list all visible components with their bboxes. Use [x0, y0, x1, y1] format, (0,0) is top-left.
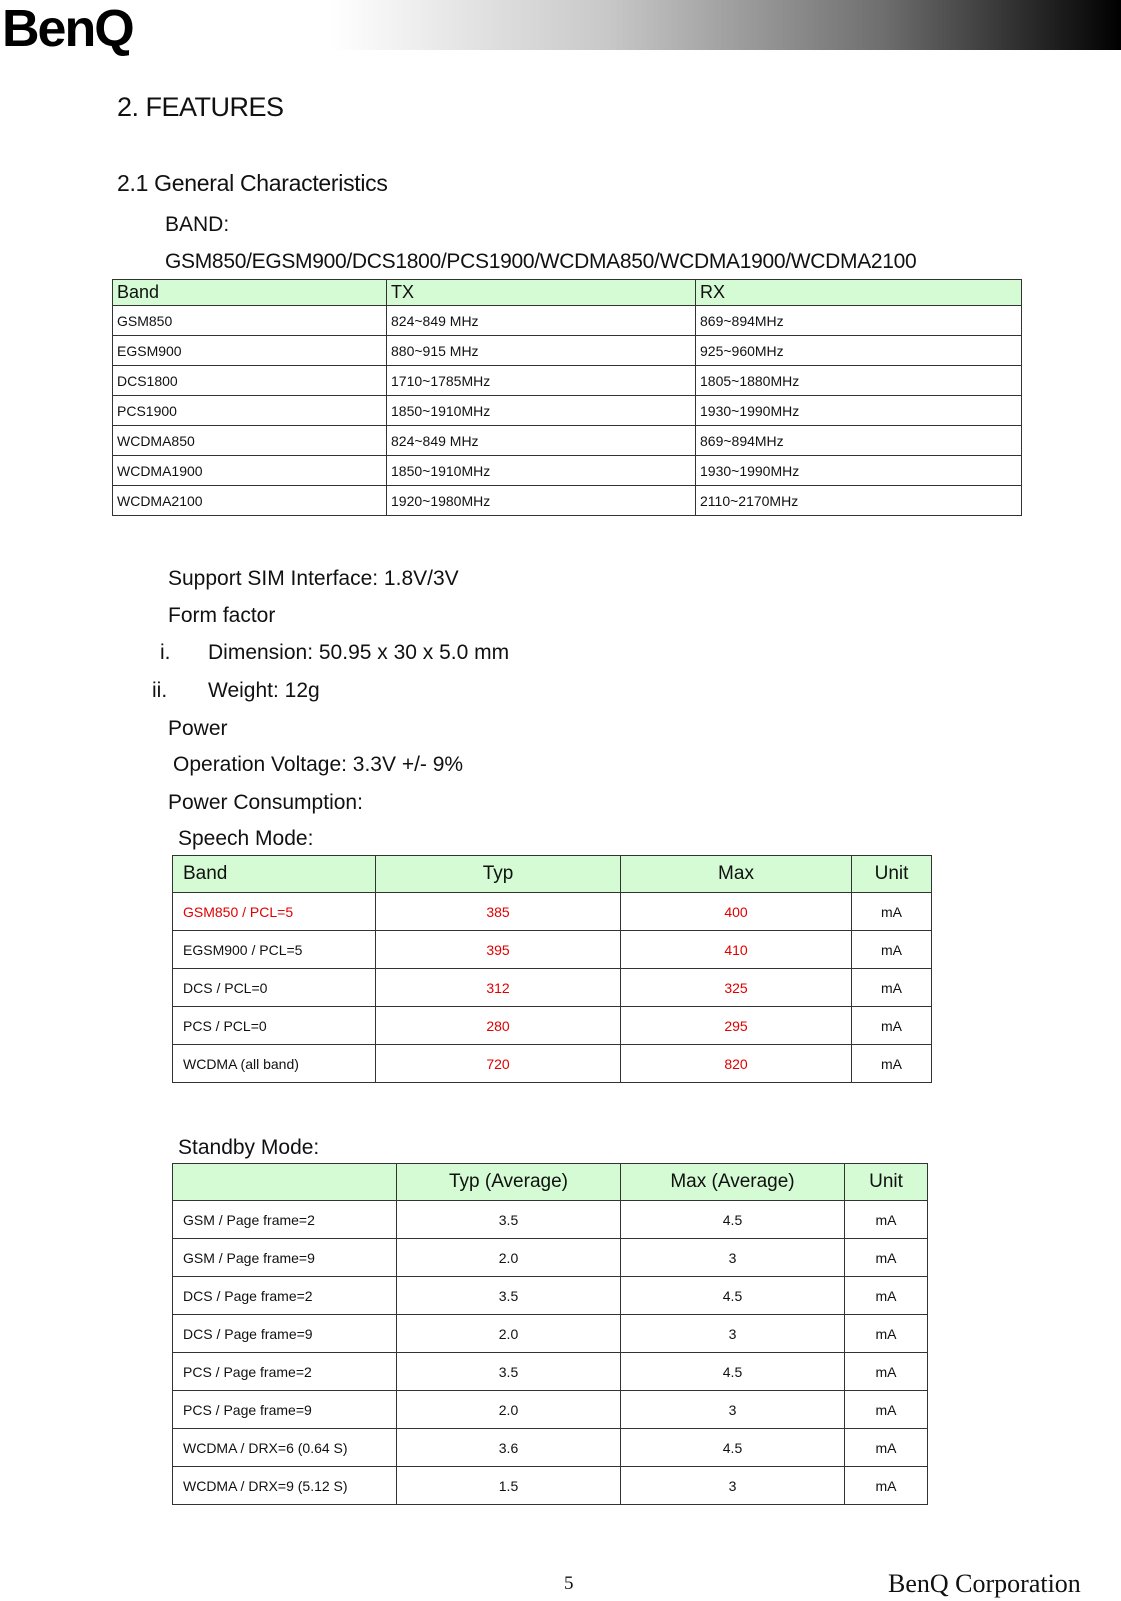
unit-cell: mA	[845, 1391, 928, 1429]
operation-voltage: Operation Voltage: 3.3V +/- 9%	[173, 753, 464, 776]
sim-interface: Support SIM Interface: 1.8V/3V	[168, 567, 459, 590]
mode-cell: DCS / Page frame=9	[173, 1315, 397, 1353]
mode-cell: GSM850 / PCL=5	[173, 893, 376, 931]
unit-cell: mA	[845, 1315, 928, 1353]
tx-cell: 1920~1980MHz	[387, 486, 696, 516]
table-row	[113, 366, 1022, 396]
rx-cell: 2110~2170MHz	[696, 486, 1022, 516]
header-unit: Unit	[845, 1164, 928, 1201]
svg-text:BenQ: BenQ	[2, 0, 133, 58]
band-cell: EGSM900	[113, 336, 387, 366]
rx-cell: 1930~1990MHz	[696, 456, 1022, 486]
max-cell: 410	[621, 931, 852, 969]
unit-cell: mA	[845, 1353, 928, 1391]
weight-text: Weight: 12g	[208, 679, 320, 702]
header-band: Band	[173, 856, 376, 893]
unit-cell: mA	[852, 969, 932, 1007]
band-table	[112, 279, 1022, 516]
mode-cell: WCDMA / DRX=9 (5.12 S)	[173, 1467, 397, 1505]
rx-cell: 925~960MHz	[696, 336, 1022, 366]
header-unit: Unit	[852, 856, 932, 893]
max-cell: 295	[621, 1007, 852, 1045]
section-title: 2.1 General Characteristics	[117, 170, 388, 196]
rx-cell: 1930~1990MHz	[696, 396, 1022, 426]
unit-cell: mA	[852, 1045, 932, 1083]
typ-cell: 2.0	[397, 1315, 621, 1353]
table-row	[173, 1201, 928, 1239]
speech-table-header	[173, 856, 932, 893]
typ-cell: 312	[376, 969, 621, 1007]
standby-table	[172, 1163, 928, 1505]
header-band: Band	[113, 280, 387, 306]
header-max: Max	[621, 856, 852, 893]
mode-cell: GSM / Page frame=2	[173, 1201, 397, 1239]
header-max-average: Max (Average)	[621, 1164, 845, 1201]
band-cell: WCDMA1900	[113, 456, 387, 486]
tx-cell: 1850~1910MHz	[387, 396, 696, 426]
max-cell: 4.5	[621, 1277, 845, 1315]
table-row	[173, 1045, 932, 1083]
mode-cell: WCDMA (all band)	[173, 1045, 376, 1083]
typ-cell: 1.5	[397, 1467, 621, 1505]
header-typ: Typ	[376, 856, 621, 893]
band-cell: GSM850	[113, 306, 387, 336]
form-factor-label: Form factor	[168, 604, 276, 627]
max-cell: 3	[621, 1239, 845, 1277]
rx-cell: 869~894MHz	[696, 426, 1022, 456]
max-cell: 3	[621, 1391, 845, 1429]
company-name: BenQ Corporation	[888, 1569, 1081, 1598]
table-row	[113, 486, 1022, 516]
max-cell: 4.5	[621, 1201, 845, 1239]
mode-cell: WCDMA / DRX=6 (0.64 S)	[173, 1429, 397, 1467]
unit-cell: mA	[845, 1277, 928, 1315]
table-row	[173, 1277, 928, 1315]
list-number: i.	[160, 641, 171, 664]
typ-cell: 2.0	[397, 1391, 621, 1429]
table-row	[173, 1239, 928, 1277]
mode-cell: DCS / Page frame=2	[173, 1277, 397, 1315]
table-row	[113, 336, 1022, 366]
power-label: Power	[168, 717, 228, 740]
tx-cell: 824~849 MHz	[387, 426, 696, 456]
standby-mode-title: Standby Mode:	[178, 1136, 320, 1159]
unit-cell: mA	[852, 893, 932, 931]
typ-cell: 3.6	[397, 1429, 621, 1467]
table-row	[173, 893, 932, 931]
dimension-text: Dimension: 50.95 x 30 x 5.0 mm	[208, 641, 510, 664]
mode-cell: GSM / Page frame=9	[173, 1239, 397, 1277]
typ-cell: 2.0	[397, 1239, 621, 1277]
table-row	[173, 1467, 928, 1505]
page-title: 2. FEATURES	[117, 92, 284, 122]
page-number: 5	[564, 1573, 574, 1594]
typ-cell: 385	[376, 893, 621, 931]
tx-cell: 880~915 MHz	[387, 336, 696, 366]
table-row	[113, 396, 1022, 426]
unit-cell: mA	[845, 1467, 928, 1505]
table-row	[173, 931, 932, 969]
header-tx: TX	[387, 280, 696, 306]
power-consumption: Power Consumption:	[168, 791, 363, 814]
table-row	[173, 1353, 928, 1391]
table-row	[113, 426, 1022, 456]
speech-mode-title: Speech Mode:	[178, 827, 314, 850]
max-cell: 3	[621, 1315, 845, 1353]
typ-cell: 395	[376, 931, 621, 969]
typ-cell: 3.5	[397, 1277, 621, 1315]
rx-cell: 1805~1880MHz	[696, 366, 1022, 396]
mode-cell: EGSM900 / PCL=5	[173, 931, 376, 969]
benq-logo	[2, 0, 192, 60]
unit-cell: mA	[852, 931, 932, 969]
typ-cell: 720	[376, 1045, 621, 1083]
max-cell: 325	[621, 969, 852, 1007]
mode-cell: PCS / Page frame=2	[173, 1353, 397, 1391]
header-rx: RX	[696, 280, 1022, 306]
standby-table-header	[173, 1164, 928, 1201]
tx-cell: 1710~1785MHz	[387, 366, 696, 396]
unit-cell: mA	[845, 1239, 928, 1277]
table-row	[173, 1315, 928, 1353]
unit-cell: mA	[845, 1201, 928, 1239]
tx-cell: 1850~1910MHz	[387, 456, 696, 486]
unit-cell: mA	[852, 1007, 932, 1045]
mode-cell: DCS / PCL=0	[173, 969, 376, 1007]
rx-cell: 869~894MHz	[696, 306, 1022, 336]
max-cell: 4.5	[621, 1429, 845, 1467]
typ-cell: 3.5	[397, 1353, 621, 1391]
header-gradient-bar	[330, 0, 1121, 50]
band-table-header	[113, 280, 1022, 306]
max-cell: 820	[621, 1045, 852, 1083]
header-typ-average: Typ (Average)	[397, 1164, 621, 1201]
mode-cell: PCS / Page frame=9	[173, 1391, 397, 1429]
band-cell: PCS1900	[113, 396, 387, 426]
band-label: BAND:	[165, 213, 230, 236]
table-row	[173, 1007, 932, 1045]
tx-cell: 824~849 MHz	[387, 306, 696, 336]
max-cell: 400	[621, 893, 852, 931]
header-empty	[173, 1164, 397, 1201]
table-row	[173, 1429, 928, 1467]
table-row	[113, 456, 1022, 486]
table-row	[173, 969, 932, 1007]
speech-table	[172, 855, 932, 1083]
unit-cell: mA	[845, 1429, 928, 1467]
band-cell: DCS1800	[113, 366, 387, 396]
typ-cell: 3.5	[397, 1201, 621, 1239]
table-row	[173, 1391, 928, 1429]
band-cell: WCDMA2100	[113, 486, 387, 516]
mode-cell: PCS / PCL=0	[173, 1007, 376, 1045]
band-list: GSM850/EGSM900/DCS1800/PCS1900/WCDMA850/WCDMA1900/WCDMA2100	[165, 250, 917, 273]
max-cell: 3	[621, 1467, 845, 1505]
max-cell: 4.5	[621, 1353, 845, 1391]
list-number: ii.	[152, 679, 168, 702]
typ-cell: 280	[376, 1007, 621, 1045]
table-row	[113, 306, 1022, 336]
band-cell: WCDMA850	[113, 426, 387, 456]
